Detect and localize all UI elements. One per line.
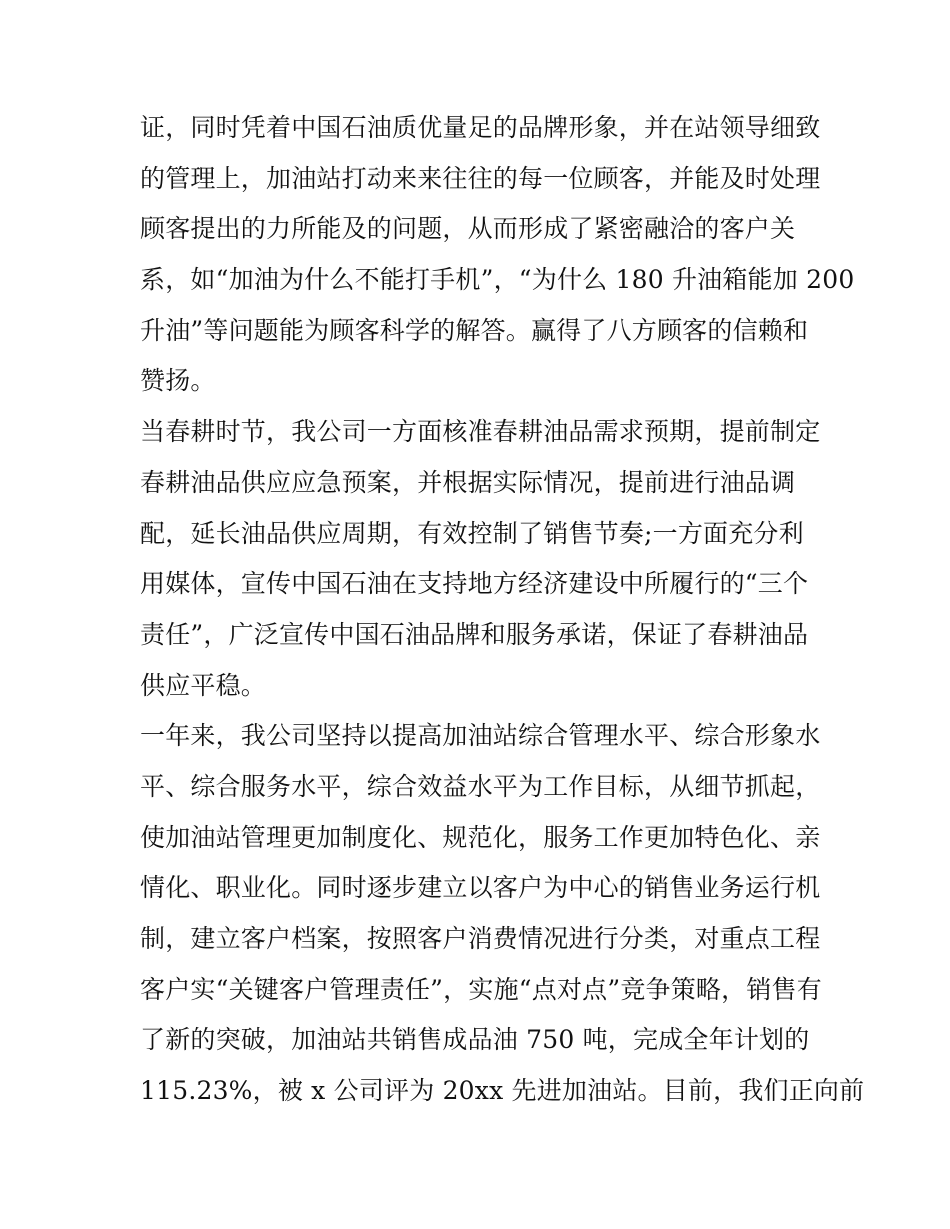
text-line: 赞扬。	[140, 366, 216, 396]
text-line: 客户实“关键客户管理责任”，实施“点对点”竞争策略，销售有	[140, 974, 822, 1004]
text-line: 证，同时凭着中国石油质优量足的品牌形象，并在站领导细致	[140, 113, 821, 142]
text-line: 系，如“加油为什么不能打手机”，“为什么 180 升油箱能加 200	[140, 265, 855, 295]
text-line: 平、综合服务水平，综合效益水平为工作目标，从细节抓起，	[140, 771, 821, 801]
text-line: 情化、职业化。同时逐步建立以客户为中心的销售业务运行机	[140, 873, 821, 903]
text-line: 了新的突破，加油站共销售成品油 750 吨，完成全年计划的	[140, 1025, 810, 1055]
text-line: 春耕油品供应应急预案，并根据实际情况，提前进行油品调	[140, 467, 796, 497]
text-line: 配，延长油品供应周期，有效控制了销售节奏;一方面充分利	[140, 518, 804, 548]
text-line: 责任”，广泛宣传中国石油品牌和服务承诺，保证了春耕油品	[140, 619, 809, 649]
text-line: 115.23%，被 x 公司评为 20xx 先进加油站。目前，我们正向前	[140, 1076, 865, 1106]
text-line: 一年来，我公司坚持以提高加油站综合管理水平、综合形象水	[140, 721, 821, 751]
text-line: 使加油站管理更加制度化、规范化，服务工作更加特色化、亲	[140, 822, 821, 852]
text-line: 制，建立客户档案，按照客户消费情况进行分类，对重点工程	[140, 924, 821, 953]
text-line: 的管理上，加油站打动来来往往的每一位顾客，并能及时处理	[140, 163, 821, 193]
text-line: 升油”等问题能为顾客科学的解答。赢得了八方顾客的信赖和	[140, 315, 809, 345]
text-line: 当春耕时节，我公司一方面核准春耕油品需求预期，提前制定	[140, 417, 821, 447]
document-body	[140, 103, 865, 1117]
text-line: 用媒体，宣传中国石油在支持地方经济建设中所履行的“三个	[140, 569, 809, 599]
text-line: 顾客提出的力所能及的问题，从而形成了紧密融洽的客户关	[140, 214, 796, 244]
text-line: 供应平稳。	[140, 670, 267, 700]
